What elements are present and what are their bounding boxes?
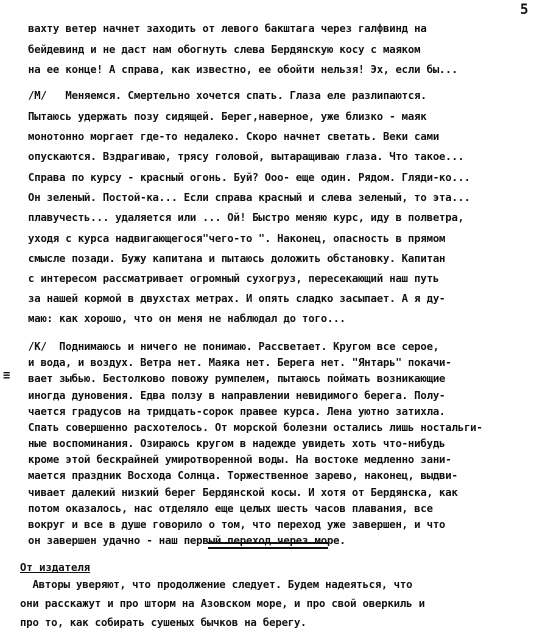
paragraph-2-line-6: Он зеленый. Постой-ка... Если справа красный и слева зеленый, то эта... bbox=[28, 192, 471, 204]
publisher-heading: От издателя bbox=[20, 562, 91, 574]
paragraph-3-line-4: иногда дуновения. Едва ползу в направлении невидимого берега. Полу- bbox=[28, 389, 446, 402]
paragraph-1-line-2: бейдевинд и не даст нам обогнуть слева Бердянскую косу с маяком bbox=[28, 44, 421, 56]
paragraph-2-line-4: опускаются. Вздрагиваю, трясу головой, вытаращиваю глаза. Что такое... bbox=[28, 151, 464, 163]
paragraph-1-line-1: вахту ветер начнет заходить от левого бакштага через галфвинд на bbox=[28, 23, 427, 35]
paragraph-3-line-10: чивает далекий низкий берег Бердянской косы. И хотя от Бердянска, как bbox=[28, 486, 458, 499]
paragraph-2-line-5: Справа по курсу - красный огонь. Буй? Ооо- еще один. Рядом. Гляди-ко... bbox=[28, 172, 471, 184]
paragraph-3-line-8: кроме этой бескрайней умиротворенной воды. На востоке медленно зани- bbox=[28, 454, 452, 467]
paragraph-3-line-2: и вода, и воздух. Ветра нет. Маяка нет. Берега нет. "Янтарь" покачи- bbox=[28, 357, 452, 370]
paragraph-3-line-5: чается градусов на тридцать-сорок правее курса. Лена уютно затихла. bbox=[28, 405, 446, 418]
paragraph-1-line-3: на ее конце! А справа, как известно, ее обойти нельзя! Эх, если бы... bbox=[28, 64, 458, 76]
paragraph-2-line-9: смысле позади. Бужу капитана и пытаюсь доложить обстановку. Капитан bbox=[28, 253, 446, 265]
paragraph-3-line-13: он завершен удачно - наш первый переход через море. bbox=[28, 535, 346, 547]
paragraph-2-line-8: уходя с курса надвигающегося"чего-то ". Наконец, опасность в прямом bbox=[28, 233, 446, 245]
paragraph-2-line-10: с интересом рассматривает огромный сухогруз, пересекающий наш путь bbox=[28, 273, 440, 285]
paragraph-3-line-9: мается праздник Восхода Солнца. Торжественное зарево, наконец, выдви- bbox=[28, 470, 458, 483]
paragraph-3-line-1: /К/ Поднимаюсь и ничего не понимаю. Рассветает. Кругом все серое, bbox=[28, 341, 440, 353]
paragraph-3-line-6: Спать совершенно расхотелось. От морской болезни остались лишь ностальги- bbox=[28, 421, 483, 434]
paragraph-2-line-3: монотонно моргает где-то недалеко. Скоро начнет светать. Веки сами bbox=[28, 131, 440, 143]
publisher-note-line-3: про то, как собирать сушеных бычков на берегу. bbox=[20, 617, 307, 629]
paragraph-3-line-7: ные воспоминания. Озираюсь кругом в надежде увидеть хоть что-нибудь bbox=[28, 438, 446, 450]
publisher-note-line-2: они расскажут и про шторм на Азовском море, и про свой оверкиль и bbox=[20, 598, 425, 610]
paragraph-2-line-1: /М/ Меняемся. Смертельно хочется спать. Глаза еле разлипаются. bbox=[28, 90, 427, 102]
paragraph-2-line-11: за нашей кормой в двухстах метрах. И опять сладко засыпает. А я ду- bbox=[28, 293, 446, 305]
paragraph-3-line-12: вокруг и все в душе говорило о том, что переход уже завершен, и что bbox=[28, 518, 446, 531]
paragraph-3-line-3: вает зыбью. Бестолково повожу румпелем, пытаюсь поймать возникающие bbox=[28, 373, 446, 386]
paragraph-2-line-7: плавучесть... удаляется или ... Ой! Быстро меняю курс, иду в полветра, bbox=[28, 212, 464, 224]
page-number: 5 bbox=[520, 2, 529, 18]
paragraph-2-line-2: Пытаюсь удержать позу сидящей. Берег,наверное, уже близко - маяк bbox=[28, 111, 427, 123]
margin-mark: ≡ bbox=[3, 368, 11, 382]
paragraph-2-line-12: маю: как хорошо, что он меня не наблюдал до того... bbox=[28, 313, 346, 325]
paragraph-3-line-11: потом оказалось, нас отделяло еще целых шесть часов плавания, все bbox=[28, 502, 433, 515]
publisher-note-line-1: Авторы уверяют, что продолжение следует. Будем надеяться, что bbox=[20, 579, 413, 591]
